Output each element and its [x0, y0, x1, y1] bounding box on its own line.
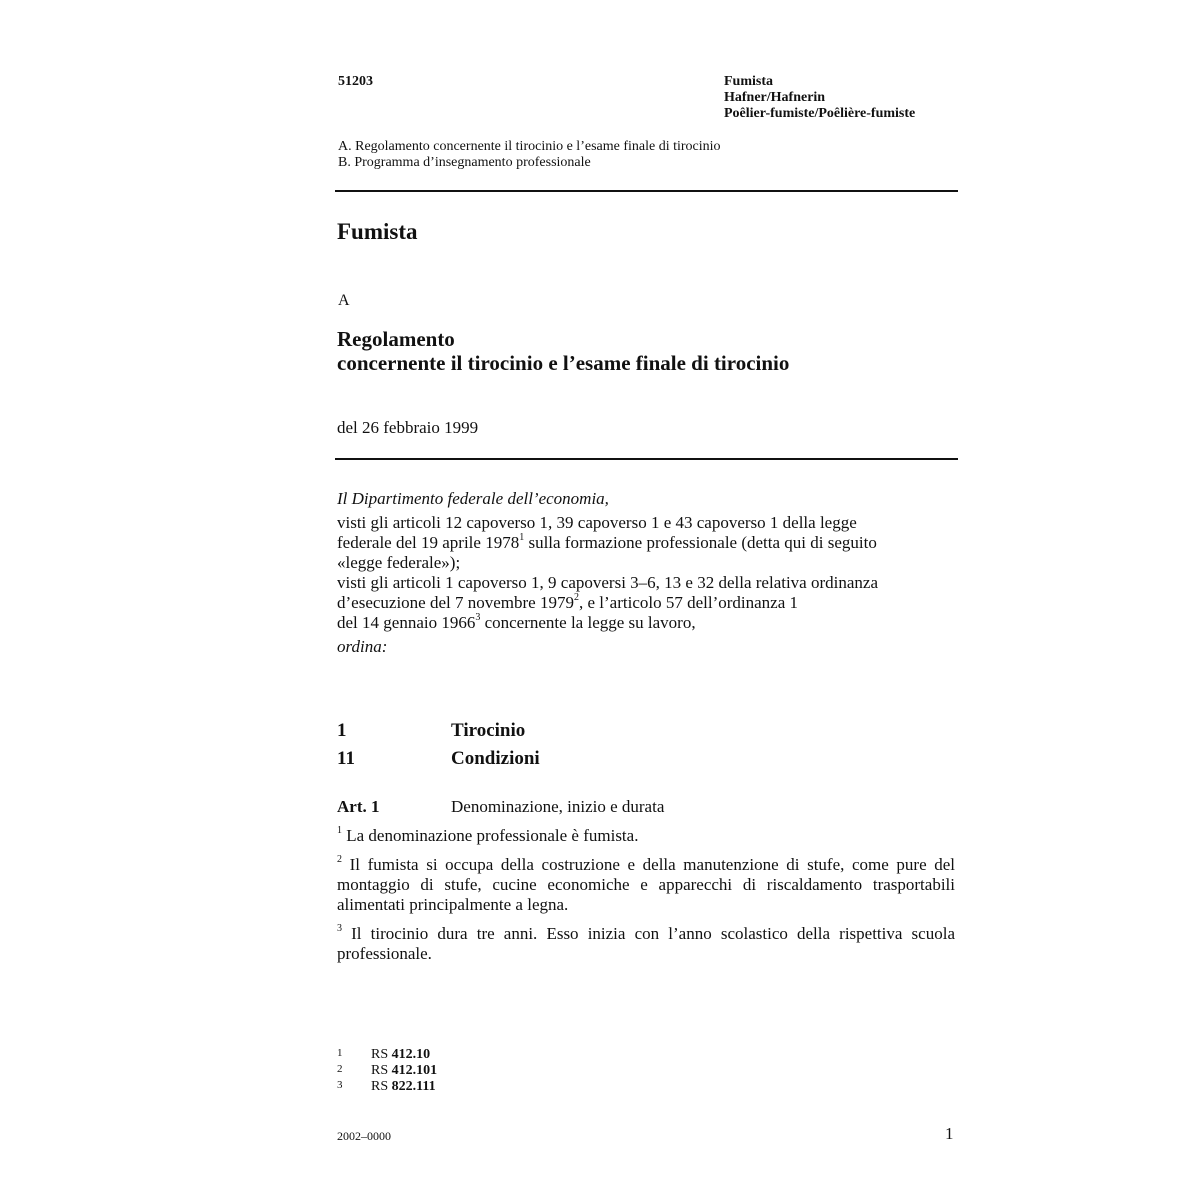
section-letter: A: [338, 292, 350, 309]
footnote-ref-3: 3: [475, 612, 481, 623]
title-fr: Poêlier-fumiste/Poêlière-fumiste: [724, 106, 916, 121]
footnote-number: 2: [337, 1063, 343, 1075]
divider-middle: [335, 458, 958, 460]
paragraph-text: Il tirocinio dura tre anni. Esso inizia con l’anno scolastico della rispettiva scuola professionale.: [337, 924, 955, 963]
preamble-line-6-rest: concernente la legge su lavoro,: [480, 613, 696, 632]
main-title: Fumista: [337, 219, 418, 244]
footnote-number: 3: [337, 1079, 343, 1091]
footer-code: 2002–0000: [337, 1129, 391, 1143]
footnote-prefix: RS: [371, 1063, 392, 1078]
preamble-line-5-rest: , e l’articolo 57 dell’ordinanza 1: [578, 593, 799, 612]
preamble-line-6-text: del 14 gennaio 1966: [337, 613, 476, 632]
preamble-line-2-text: federale del 19 aprile 1978: [337, 533, 520, 552]
regulation-title-line-1: Regolamento: [337, 327, 455, 351]
paragraph-text: Il fumista si occupa della costruzione e della manutenzione di stufe, come pure del montaggio di stufe, cucine economiche e apparecchi di riscaldamento trasportabili alimentati principalmente a legna.: [337, 855, 955, 914]
preamble-line-4: visti gli articoli 1 capoverso 1, 9 capoversi 3–6, 13 e 32 della relativa ordinanza: [337, 573, 878, 592]
section-number: 1: [337, 720, 347, 741]
article-paragraph-1: [337, 826, 955, 846]
regulation-date: del 26 febbraio 1999: [337, 418, 479, 437]
preamble-line-2-rest: sulla formazione professionale (detta qui di seguito: [524, 533, 877, 552]
preamble-line-5-text: d’esecuzione del 7 novembre 1979: [337, 593, 574, 612]
paragraph-number: 3: [337, 923, 342, 934]
paragraph-number: 1: [337, 825, 342, 836]
profession-titles: [724, 74, 915, 122]
section-title: Condizioni: [451, 748, 540, 769]
regulation-title: [337, 327, 789, 375]
document-code: 51203: [338, 74, 373, 89]
title-it: Fumista: [724, 74, 773, 89]
preamble-authority: Il Dipartimento federale dell’economia,: [337, 489, 609, 508]
article-heading: [337, 797, 957, 819]
preamble-line-1: visti gli articoli 12 capoverso 1, 39 capoverso 1 e 43 capoverso 1 della legge: [337, 513, 857, 532]
footnote-ref-2: 2: [573, 592, 579, 603]
footnote-prefix: RS: [371, 1047, 392, 1062]
section-title: Tirocinio: [451, 720, 526, 741]
paragraph-text: La denominazione professionale è fumista.: [342, 826, 639, 845]
footnote-text: [371, 1063, 437, 1079]
footnote-reference: 412.10: [391, 1047, 431, 1062]
article-title: Denominazione, inizio e durata: [451, 797, 665, 816]
article-paragraph-3: [337, 924, 955, 964]
footnote-ref-1: 1: [519, 532, 525, 543]
contents-item-a: A. Regolamento concernente il tirocinio e l’esame finale di tirocinio: [338, 139, 721, 154]
preamble-line-5: [337, 593, 957, 613]
footnote-text: [371, 1079, 436, 1095]
preamble-ordina: ordina:: [337, 637, 388, 656]
divider-top: [335, 190, 958, 192]
regulation-title-line-2: concernente il tirocinio e l’esame finale di tirocinio: [337, 351, 790, 375]
preamble: [337, 489, 957, 657]
article-paragraph-2: [337, 855, 955, 915]
section-number: 11: [337, 748, 355, 769]
title-de: Hafner/Hafnerin: [724, 90, 826, 105]
contents-list: [338, 139, 721, 171]
preamble-line-3: «legge federale»);: [337, 553, 461, 572]
footnote-reference: 822.111: [391, 1079, 436, 1094]
footnote-text: [371, 1047, 430, 1063]
footnote-number: 1: [337, 1047, 343, 1059]
paragraph-number: 2: [337, 854, 342, 865]
footnote-reference: 412.101: [391, 1063, 438, 1078]
article-number: Art. 1: [337, 797, 380, 816]
contents-item-b: B. Programma d’insegnamento professionale: [338, 155, 591, 170]
preamble-line-2: [337, 533, 957, 553]
footnote-prefix: RS: [371, 1079, 392, 1094]
preamble-line-6: [337, 613, 957, 633]
page-number: 1: [945, 1124, 954, 1143]
